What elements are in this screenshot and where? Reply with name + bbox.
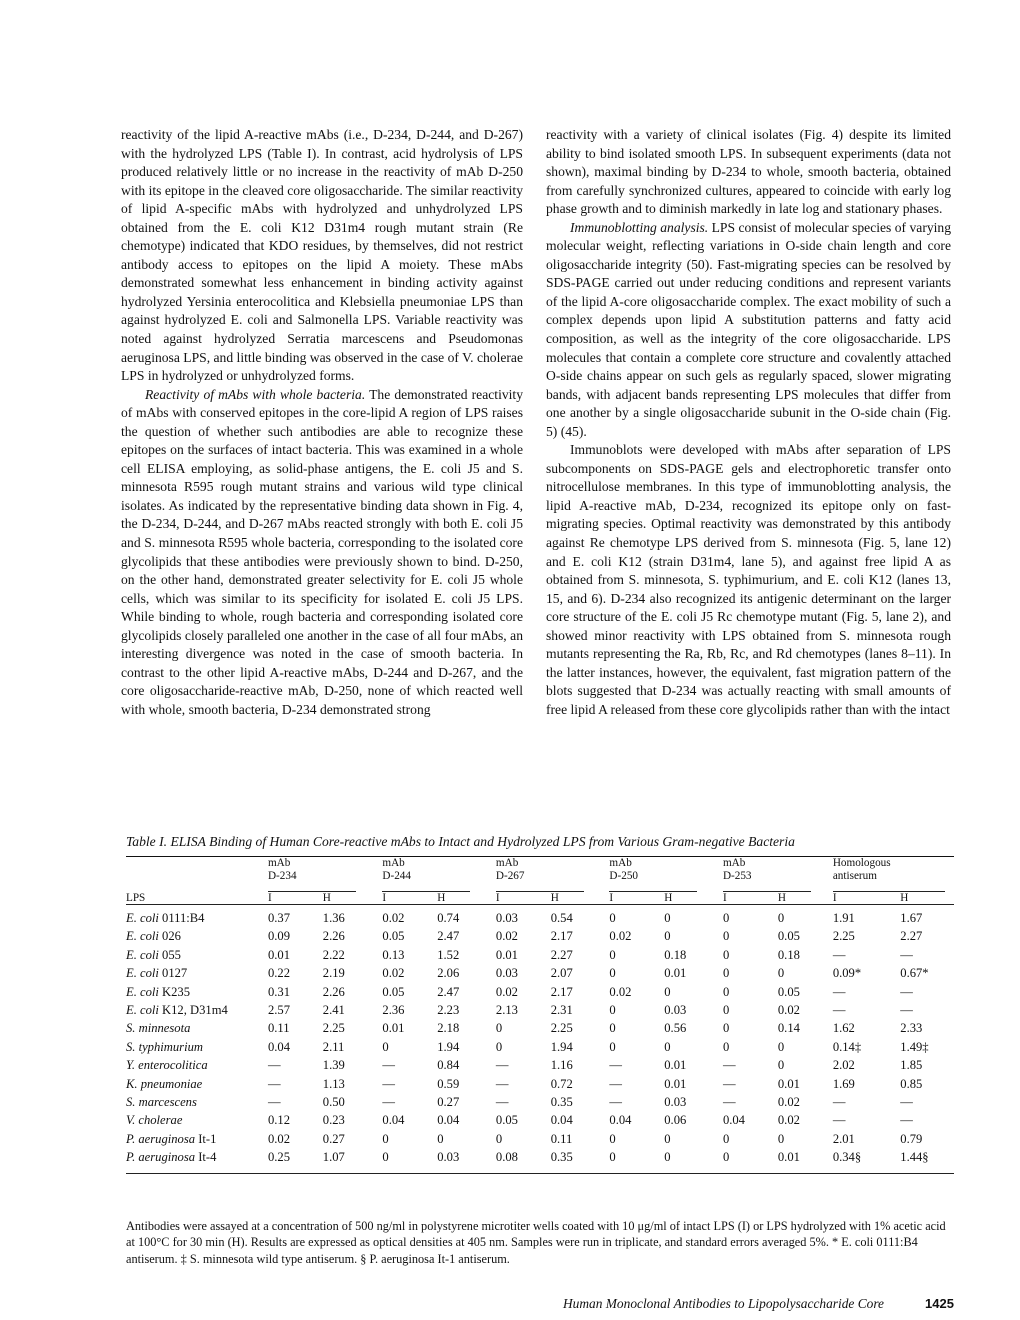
od-value: 0.01: [495, 947, 518, 962]
od-value: 0.18: [664, 947, 687, 962]
od-value: 0.02: [495, 929, 518, 944]
od-value: 0: [722, 1003, 730, 1018]
od-value: 0.67*: [900, 966, 929, 981]
group-antibody: D-234: [267, 870, 297, 882]
od-value: 2.19: [322, 966, 345, 981]
od-value: 0.74: [437, 911, 460, 925]
od-value: 0: [609, 947, 616, 962]
sub-column-header: I: [382, 892, 437, 905]
od-value: 0: [722, 929, 730, 944]
od-value: 2.26: [322, 984, 345, 999]
lps-column-header: LPS: [126, 892, 268, 905]
strain-designation: K235: [158, 984, 191, 999]
od-value: —: [495, 1076, 509, 1091]
od-value: 0: [777, 911, 785, 925]
strain-designation: 0111:B4: [158, 911, 205, 925]
od-value: 2.13: [495, 1003, 518, 1018]
strain-designation: 0127: [158, 966, 188, 981]
paragraph: [546, 219, 951, 442]
od-value: 0.01: [777, 1150, 800, 1165]
lps-source: [126, 1019, 268, 1037]
od-value: 0.27: [322, 1131, 345, 1146]
od-value: 0.05: [777, 929, 800, 944]
organism-name: E. coli: [126, 966, 159, 981]
od-value: 0: [722, 947, 730, 962]
od-value: 0.02: [382, 911, 405, 925]
od-value: 0.09: [267, 929, 291, 944]
od-value: 0: [722, 1150, 730, 1165]
od-value: 0.11: [267, 1021, 290, 1036]
od-value: 0: [495, 1039, 503, 1054]
od-value: 0.03: [664, 1003, 687, 1018]
od-value: 1.07: [322, 1150, 345, 1165]
sub-column-header: I: [268, 892, 323, 905]
od-value: 1.94: [550, 1039, 573, 1054]
od-value: 0: [609, 1039, 616, 1054]
table-corner: [126, 857, 268, 892]
od-value: 2.23: [437, 1003, 460, 1018]
strain-designation: K12, D31m4: [158, 1003, 228, 1018]
od-value: 0.04: [267, 1039, 291, 1054]
table-row: [126, 1019, 954, 1037]
strain-designation: It-4: [195, 1150, 217, 1165]
od-value: —: [382, 1076, 395, 1091]
od-value: 0.11: [550, 1131, 573, 1146]
od-value: 0: [664, 929, 671, 944]
od-value: —: [722, 1076, 736, 1091]
od-value: 0.18: [777, 947, 800, 962]
table-row: [126, 1056, 954, 1074]
od-value: —: [382, 1095, 395, 1110]
od-value: 0: [722, 966, 730, 981]
od-value: 0.09*: [832, 966, 862, 981]
od-value: 0.02: [382, 966, 405, 981]
organism-name: P. aeruginosa: [126, 1131, 196, 1146]
section-heading: Reactivity of mAbs with whole bacteria.: [145, 386, 366, 402]
od-value: 2.18: [437, 1021, 460, 1036]
od-value: —: [832, 984, 846, 999]
od-value: 2.17: [550, 929, 573, 944]
od-value: 0.08: [495, 1150, 518, 1165]
od-value: 0.06: [664, 1113, 687, 1128]
paragraph-text: LPS consist of molecular species of varying molecular weight, reflecting variations in O-side chain length and core oligosaccharide integrity (50). Fast-migrating species can be resolved by SDS-PAGE carried out under reducing conditions and represent variants of the lipid A-core oligosaccharide complex. The exact mobility of such a complex depends upon lipid A substitution patterns and fatty acid composition, as well as the integrity of the core oligosaccharide. LPS molecules that contain a complete core structure and covalently attached O-side chains appear on such gels as regularly spaced, slower migrating bands, with adjacent bands representing LPS molecules that differ from one another by a single oligosaccharide subunit in the O-side chain (Fig. 5) (45).: [546, 219, 952, 439]
od-value: 0.50: [322, 1095, 345, 1110]
od-value: —: [900, 947, 913, 962]
group-antibody: antiserum: [832, 870, 877, 882]
od-value: 0.04: [382, 1113, 405, 1128]
organism-name: S. marcescens: [126, 1095, 197, 1110]
group-label: mAb: [495, 857, 519, 869]
od-value: 1.91: [832, 911, 855, 925]
column-group-header: [609, 857, 723, 892]
od-value: 0.01: [664, 966, 687, 981]
organism-name: V. cholerae: [126, 1113, 183, 1128]
lps-source: [126, 964, 268, 982]
paragraph: [121, 126, 523, 386]
od-value: 0: [609, 1150, 616, 1165]
od-value: 0: [609, 966, 616, 981]
paragraph-text: reactivity with a variety of clinical isolates (Fig. 4) despite its limited ability to bind isolated smooth LPS. In subsequent experiments (data not shown), maximal binding by D-234 to whole, smooth bacteria, obtained from carefully synchronized cultures, appeared to coincide with early log phase growth and to diminish markedly in late log and stationary phases.: [546, 127, 951, 217]
group-label: Homologous: [832, 857, 891, 869]
od-value: —: [832, 1113, 846, 1128]
od-value: 0: [664, 984, 671, 999]
od-value: 1.94: [437, 1039, 460, 1054]
od-value: —: [722, 1095, 736, 1110]
strain-designation: It-1: [195, 1131, 217, 1146]
lps-source: [126, 927, 268, 945]
organism-name: K. pneumoniae: [126, 1076, 203, 1091]
od-value: 1.39: [322, 1058, 345, 1073]
group-label: mAb: [267, 857, 291, 869]
od-value: 2.26: [322, 929, 345, 944]
organism-name: E. coli: [126, 911, 159, 925]
lps-source: [126, 1001, 268, 1019]
table-row: [126, 946, 954, 964]
organism-name: Y. enterocolitica: [126, 1058, 208, 1073]
organism-name: E. coli: [126, 1003, 159, 1018]
paragraph: [546, 126, 951, 219]
od-value: 1.44§: [900, 1150, 929, 1165]
table-footnote: Antibodies were assayed at a concentration of 500 ng/ml in polystyrene microtiter wells coated with 10 μg/ml of intact LPS (I) or LPS hydrolyzed with 1% acetic acid at 100°C for 30 min (H). Results are expressed as optical densities at 405 nm. Samples were run in triplicate, and standard errors averaged 5%. * E. coli 0111:B4 antiserum. ‡ S. minnesota wild type antiserum. § P. aeruginosa It-1 antiserum.: [126, 1219, 946, 1266]
lps-source: [126, 1038, 268, 1056]
od-value: 0.25: [267, 1150, 291, 1165]
table-row: [126, 1001, 954, 1019]
od-value: 0: [664, 1131, 671, 1146]
sub-column-header: H: [551, 892, 610, 905]
od-value: 0.31: [267, 984, 291, 999]
od-value: 0: [722, 1039, 730, 1054]
od-value: —: [900, 1003, 913, 1018]
table-row: [126, 927, 954, 945]
lps-source: [126, 1075, 268, 1093]
od-value: 0.37: [267, 911, 291, 925]
table-bottom-rule: [126, 1173, 954, 1174]
od-value: 0: [382, 1039, 389, 1054]
od-value: 0.14‡: [832, 1039, 862, 1054]
body-column-right: [546, 126, 951, 720]
sub-column-header: H: [664, 892, 723, 905]
table-row: [126, 1075, 954, 1093]
od-value: 0.01: [777, 1076, 800, 1091]
od-value: 0.01: [267, 947, 291, 962]
od-value: 2.27: [900, 929, 923, 944]
od-value: 0.05: [382, 984, 405, 999]
od-value: 0.05: [777, 984, 800, 999]
od-value: —: [832, 1003, 846, 1018]
od-value: 0: [382, 1131, 389, 1146]
group-antibody: D-267: [495, 870, 525, 882]
od-value: 0.56: [664, 1021, 687, 1036]
od-value: 0: [495, 1131, 503, 1146]
od-value: 0: [722, 1021, 730, 1036]
od-value: 0: [609, 1131, 616, 1146]
lps-source: [126, 1148, 268, 1166]
od-value: 1.36: [322, 911, 345, 925]
od-value: 0.01: [664, 1058, 687, 1073]
od-value: 0: [777, 966, 785, 981]
page-number: 1425: [925, 1296, 954, 1311]
od-value: 0.59: [437, 1076, 460, 1091]
body-column-left: [121, 126, 523, 720]
od-value: 0.02: [777, 1095, 800, 1110]
od-value: —: [267, 1095, 281, 1110]
sub-column-header: H: [900, 892, 954, 905]
od-value: 0.03: [437, 1150, 460, 1165]
od-value: 0: [777, 1039, 785, 1054]
od-value: 2.11: [322, 1039, 345, 1054]
column-group-header: [268, 857, 382, 892]
paragraph-text: Immunoblots were developed with mAbs after separation of LPS subcomponents on SDS-PAGE gels and electrophoretic transfer onto nitrocellulose membranes. In this type of immunoblotting analysis, the lipid A-reactive mAb, D-234, recognized its epitope only on fast-migrating species. Optimal reactivity was demonstrated by this antibody against Re chemotype LPS derived from S. minnesota (Fig. 5, lane 12) and E. coli K12 (strain D31m4, lane 5), and against free lipid A as obtained from S. minnesota, S. typhimurium, and E. coli K12 (lanes 13, 15, and 6). D-234 also recognized its antigenic determinant on the larger core structure of the E. coli J5 Rc chemotype mutant (Fig. 5, lane 2), and showed minor reactivity with LPS obtained from S. minnesota rough mutants representing the Ra, Rb, Rc, and Rd chemotypes (lanes 8–11). In the latter instances, however, the equivalent, fast migration pattern of the blots suggested that D-234 was actually reacting with small amounts of free lipid A released from these core glycolipids rather than with the intact: [546, 442, 951, 717]
od-value: 0.02: [609, 929, 632, 944]
od-value: —: [495, 1095, 509, 1110]
od-value: 0.02: [495, 984, 518, 999]
table-caption: Table I. ELISA Binding of Human Core-reactive mAbs to Intact and Hydrolyzed LPS from Various Gram-negative Bacteria: [126, 834, 795, 849]
running-head: Human Monoclonal Antibodies to Lipopolysaccharide Core: [563, 1296, 884, 1311]
od-value: 0.02: [267, 1131, 291, 1146]
column-group-header: [382, 857, 496, 892]
od-value: —: [832, 1095, 846, 1110]
od-value: 0: [495, 1021, 503, 1036]
od-value: 2.25: [550, 1021, 573, 1036]
od-value: 0.03: [495, 966, 518, 981]
table-row: [126, 1038, 954, 1056]
od-value: 2.36: [382, 1003, 405, 1018]
od-value: 0.22: [267, 966, 291, 981]
od-value: 1.52: [437, 947, 460, 962]
group-antibody: D-250: [609, 870, 639, 882]
od-value: 0.79: [900, 1131, 923, 1146]
od-value: 2.02: [832, 1058, 855, 1073]
od-value: 2.27: [550, 947, 573, 962]
sub-column-header: H: [778, 892, 833, 905]
od-value: 0: [609, 911, 616, 925]
od-value: 0: [609, 1021, 616, 1036]
od-value: 0.23: [322, 1113, 345, 1128]
paragraph-text: The demonstrated reactivity of mAbs with conserved epitopes in the core-lipid A region of LPS raises the question of whether such antibodies are able to recognize these epitopes on the surfaces of intact bacteria. This was examined in a whole cell ELISA employing, as solid-phase antigens, the E. coli J5 and S. minnesota R595 rough mutant strains and various wild type clinical isolates. As indicated by the representative binding data shown in Fig. 4, the D-234, D-244, and D-267 mAbs reacted strongly with both E. coli J5 and S. minnesota R595 whole bacteria, corresponding to the isolated core glycolipids that these antibodies were previously shown to bind. D-250, on the other hand, demonstrated greater selectivity for E. coli J5 whole cells, which was similar to its specificity for isolated E. coli J5 LPS. While binding to whole, rough bacteria and corresponding isolated core glycolipids closely paralleled one another in the case of all four mAbs, an interesting divergence was noted in the case of smooth bacteria. In contrast to the other lipid A-reactive mAbs, D-244 and D-267, and the core oligosaccharide-reactive mAb, D-250, none of which reacted well with whole, smooth bacteria, D-234 demonstrated strong: [121, 386, 523, 717]
table-row: [126, 1130, 954, 1148]
paragraph: [546, 441, 951, 719]
od-value: 0: [437, 1131, 444, 1146]
od-value: 0: [722, 911, 730, 925]
od-value: 0.14: [777, 1021, 800, 1036]
od-value: 0.72: [550, 1076, 573, 1091]
group-label: mAb: [382, 857, 405, 869]
sub-column-header: I: [496, 892, 551, 905]
column-group-header: [723, 857, 833, 892]
od-value: 0.05: [495, 1113, 518, 1128]
od-value: 0.04: [550, 1113, 573, 1128]
organism-name: S. minnesota: [126, 1021, 191, 1036]
strain-designation: 055: [158, 947, 181, 962]
organism-name: E. coli: [126, 947, 159, 962]
od-value: 0: [664, 911, 671, 925]
od-value: 0.02: [777, 1113, 800, 1128]
od-value: 0: [609, 1003, 616, 1018]
paragraph-text: reactivity of the lipid A-reactive mAbs (i.e., D-234, D-244, and D-267) with the hydrolyzed LPS (Table I). In contrast, acid hydrolysis of LPS produced relatively little or no increase in the reactivity of mAb D-250 with its epitope in the cleaved core oligosaccharide. The similar reactivity of lipid A-specific mAbs with hydrolyzed and unhydrolyzed LPS obtained from the E. coli K12 D31m4 rough mutant strain (Re chemotype) indicated that KDO residues, by themselves, did not restrict antibody access to epitopes on the lipid A moiety. These mAbs demonstrated somewhat less enhancement in binding activity against hydrolyzed Yersinia enterocolitica and Klebsiella pneumoniae LPS than against hydrolyzed E. coli and Salmonella LPS. Variable reactivity was noted against hydrolyzed Serratia marcescens and Pseudomonas aeruginosa LPS, and little binding was observed in the case of V. cholerae LPS in hydrolyzed or unhydrolyzed forms.: [121, 127, 523, 384]
od-value: 0.27: [437, 1095, 460, 1110]
od-value: 1.67: [900, 911, 923, 925]
lps-source: [126, 1111, 268, 1129]
od-value: 0.84: [437, 1058, 460, 1073]
lps-source: [126, 983, 268, 1001]
od-value: 1.85: [900, 1058, 923, 1073]
od-value: 0: [777, 1058, 785, 1073]
od-value: 0.54: [550, 911, 573, 925]
organism-name: S. typhimurium: [126, 1039, 203, 1054]
od-value: 0.12: [267, 1113, 291, 1128]
od-value: 0: [777, 1131, 785, 1146]
od-value: 2.25: [322, 1021, 345, 1036]
od-value: 0: [722, 1131, 730, 1146]
sub-column-header: I: [833, 892, 900, 905]
od-value: 0.34§: [832, 1150, 862, 1165]
od-value: 2.33: [900, 1021, 923, 1036]
column-group-header: [833, 857, 954, 892]
lps-source: [126, 1093, 268, 1111]
od-value: 0.35: [550, 1150, 573, 1165]
od-value: 2.41: [322, 1003, 345, 1018]
elisa-table: [126, 857, 954, 1167]
od-value: 1.69: [832, 1076, 855, 1091]
strain-designation: 026: [158, 929, 181, 944]
column-group-header: [496, 857, 610, 892]
od-value: 0.04: [609, 1113, 632, 1128]
od-value: 0: [382, 1150, 389, 1165]
table-row: [126, 1148, 954, 1166]
lps-source: [126, 1056, 268, 1074]
od-value: 2.25: [832, 929, 855, 944]
od-value: 1.49‡: [900, 1039, 929, 1054]
group-label: mAb: [722, 857, 746, 869]
od-value: 2.47: [437, 984, 460, 999]
od-value: 1.62: [832, 1021, 855, 1036]
od-value: 1.16: [550, 1058, 573, 1073]
table-row: [126, 964, 954, 982]
od-value: 0.35: [550, 1095, 573, 1110]
od-value: 0: [664, 1150, 671, 1165]
group-antibody: D-244: [382, 870, 411, 882]
sub-column-header: I: [609, 892, 664, 905]
od-value: —: [722, 1058, 736, 1073]
od-value: —: [900, 1095, 913, 1110]
paragraph: [121, 386, 523, 720]
table-row: [126, 1093, 954, 1111]
od-value: —: [900, 1113, 913, 1128]
sub-column-header: I: [723, 892, 778, 905]
od-value: 0.05: [382, 929, 405, 944]
organism-name: E. coli: [126, 984, 159, 999]
od-value: 2.22: [322, 947, 345, 962]
od-value: 0.02: [609, 984, 632, 999]
group-label: mAb: [609, 857, 632, 869]
od-value: 0.04: [437, 1113, 460, 1128]
od-value: 0.01: [382, 1021, 405, 1036]
od-value: 2.57: [267, 1003, 291, 1018]
table-1: [126, 856, 954, 1174]
organism-name: E. coli: [126, 929, 159, 944]
od-value: 0.04: [722, 1113, 745, 1128]
od-value: —: [609, 1058, 623, 1073]
table-row: [126, 1111, 954, 1129]
od-value: —: [609, 1095, 623, 1110]
od-value: —: [609, 1076, 623, 1091]
od-value: 0.85: [900, 1076, 923, 1091]
table-row: [126, 983, 954, 1001]
od-value: 1.13: [322, 1076, 345, 1091]
od-value: 0.02: [777, 1003, 800, 1018]
table-row: [126, 905, 954, 928]
od-value: 2.06: [437, 966, 460, 981]
od-value: 0: [664, 1039, 671, 1054]
od-value: 0: [722, 984, 730, 999]
od-value: —: [900, 984, 913, 999]
lps-source: [126, 946, 268, 964]
od-value: 2.17: [550, 984, 573, 999]
od-value: 2.31: [550, 1003, 573, 1018]
od-value: 2.01: [832, 1131, 855, 1146]
od-value: 0.03: [664, 1095, 687, 1110]
lps-source: [126, 1130, 268, 1148]
sub-column-header: H: [323, 892, 383, 905]
group-antibody: D-253: [722, 870, 752, 882]
lps-source: [126, 905, 268, 928]
od-value: —: [382, 1058, 395, 1073]
od-value: —: [267, 1058, 281, 1073]
od-value: 0.03: [495, 911, 518, 925]
od-value: —: [832, 947, 846, 962]
sub-column-header: H: [437, 892, 496, 905]
od-value: 0.13: [382, 947, 405, 962]
od-value: 2.07: [550, 966, 573, 981]
od-value: —: [495, 1058, 509, 1073]
od-value: 2.47: [437, 929, 460, 944]
od-value: —: [267, 1076, 281, 1091]
section-heading: Immunoblotting analysis.: [570, 219, 709, 235]
organism-name: P. aeruginosa: [126, 1150, 196, 1165]
od-value: 0.01: [664, 1076, 687, 1091]
